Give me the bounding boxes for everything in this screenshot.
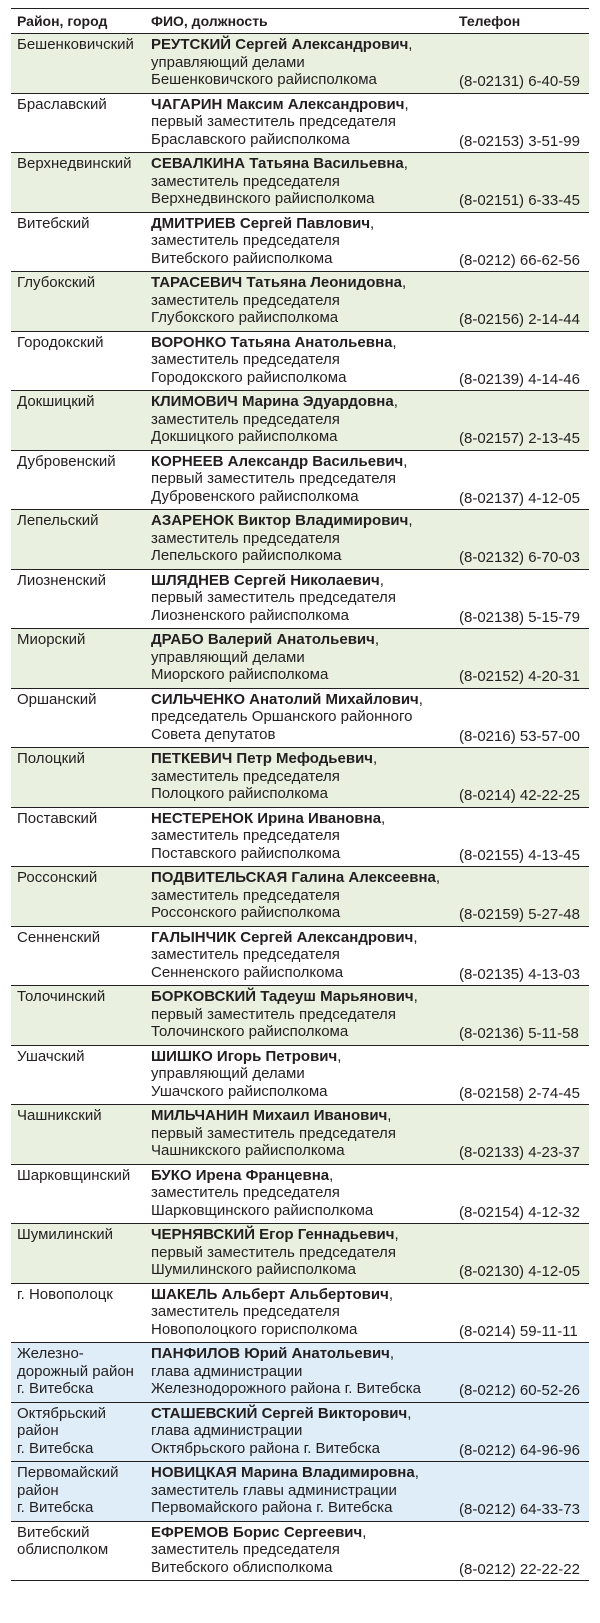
person-given-names: Борис Сергеевич (228, 1523, 363, 1541)
name-comma: , (403, 452, 408, 470)
person-given-names: Татьяна Васильевна (245, 155, 404, 172)
person-surname: ШЛЯДНЕВ (151, 571, 230, 589)
phone-cell: (8-02151) 6-33-45 (459, 192, 580, 209)
phone-cell: (8-0212) 66-62-56 (459, 251, 580, 269)
person-cell (151, 36, 456, 89)
district-cell: Сенненский (17, 928, 101, 946)
person-position: заместитель председателя Глубокского райисполкома (151, 291, 340, 326)
person-cell (151, 988, 456, 1041)
district-cell: Витебский облисполком (17, 1523, 109, 1558)
person-position: глава администрации Железнодорожного района г. Витебска (151, 1362, 421, 1397)
person-given-names: Татьяна Леонидовна (242, 274, 402, 291)
phone-cell: (8-02159) 5-27-48 (459, 906, 580, 923)
table-row (11, 1224, 589, 1284)
district-cell: Лепельский (17, 512, 99, 529)
person-given-names: Тадеуш Марьянович (256, 988, 414, 1005)
person-cell (151, 1226, 456, 1279)
name-comma: , (403, 155, 408, 172)
name-comma: , (408, 36, 413, 53)
person-position: заместитель председателя Городокского райисполкома (151, 351, 347, 386)
table-row (11, 153, 589, 213)
table-row (11, 1343, 589, 1403)
person-surname: ПОДВИТЕЛЬСКАЯ (151, 869, 288, 886)
person-surname: ШАКЕЛЬ (151, 1285, 218, 1303)
table-row (11, 1105, 589, 1165)
person-given-names: Татьяна Анатольевна (226, 333, 393, 351)
district-cell: Оршанский (17, 690, 97, 708)
person-cell (151, 750, 456, 803)
phone-cell: (8-0214) 42-22-25 (459, 787, 580, 804)
person-cell (151, 1048, 456, 1101)
person-cell (151, 631, 456, 684)
phone-cell: (8-0212) 22-22-22 (459, 1560, 580, 1578)
person-cell (151, 1405, 456, 1458)
table-row (11, 1046, 589, 1106)
district-cell: Поставский (17, 809, 98, 827)
person-given-names: Ирена Францевна (191, 1166, 330, 1184)
name-comma: , (413, 928, 418, 946)
district-cell: Россонский (17, 869, 98, 886)
phone-cell: (8-02136) 5-11-58 (459, 1025, 579, 1042)
phone-cell: (8-02133) 4-23-37 (459, 1144, 580, 1161)
person-given-names: Михаил Иванович (248, 1107, 388, 1124)
name-comma: , (379, 571, 384, 589)
person-surname: СЕВАЛКИНА (151, 155, 246, 172)
phone-cell: (8-02158) 2-74-45 (459, 1084, 580, 1102)
phone-cell: (8-02154) 4-12-32 (459, 1203, 580, 1221)
district-cell: Докшицкий (17, 393, 95, 410)
name-comma: , (393, 393, 398, 410)
person-position: заместитель председателя Верхнедвинского райисполкома (151, 172, 375, 207)
table-row (11, 570, 589, 630)
person-surname: БОРКОВСКИЙ (151, 988, 257, 1005)
person-position: первый заместитель председателя Дубровенского райисполкома (151, 470, 396, 505)
table-row (11, 1284, 589, 1344)
person-surname: ДРАБО (151, 631, 204, 648)
person-position: первый заместитель председателя Чашникского райисполкома (151, 1124, 396, 1159)
person-cell (151, 1524, 456, 1577)
table-row (11, 808, 589, 868)
table-row (11, 927, 589, 987)
person-cell (151, 1167, 456, 1220)
person-surname: ПЕТКЕВИЧ (151, 750, 233, 767)
district-cell: Глубокский (17, 274, 96, 291)
name-comma: , (414, 1464, 419, 1481)
district-cell: г. Новополоцк (17, 1285, 113, 1303)
table-row (11, 1462, 589, 1522)
person-surname: ЧЕРНЯВСКИЙ (151, 1226, 255, 1243)
name-comma: , (374, 631, 380, 648)
name-comma: , (402, 274, 407, 291)
person-cell (151, 96, 456, 149)
name-comma: , (407, 1404, 412, 1422)
person-cell (151, 215, 456, 268)
person-given-names: Сергей Павлович (235, 214, 371, 232)
person-given-names: Анатолий Михайлович (245, 690, 419, 708)
name-comma: , (418, 690, 423, 708)
person-surname: ВОРОНКО (151, 333, 227, 351)
name-comma: , (404, 95, 409, 113)
person-position: заместитель председателя Докшицкого райисполкома (151, 410, 340, 445)
district-cell: Железно- дорожный район г. Витебска (17, 1345, 134, 1397)
person-position: первый заместитель председателя Лиозненского райисполкома (151, 589, 396, 624)
table-row (11, 213, 589, 273)
person-position: управляющий делами Ушачского райисполкома (151, 1065, 328, 1100)
phone-cell: (8-0212) 60-52-26 (459, 1382, 580, 1399)
person-surname: СИЛЬЧЕНКО (151, 690, 245, 708)
district-cell: Октябрьский район г. Витебска (17, 1404, 106, 1457)
name-comma: , (408, 512, 413, 529)
district-cell: Лиозненский (17, 571, 107, 589)
phone-cell: (8-02156) 2-14-44 (459, 311, 580, 328)
district-cell: Первомайский район г. Витебска (17, 1464, 119, 1516)
phone-cell: (8-0216) 53-57-00 (459, 727, 580, 745)
table-row (11, 34, 589, 94)
person-position: первый заместитель председателя Толочинского райисполкома (151, 1005, 396, 1040)
table-row (11, 629, 589, 689)
name-comma: , (392, 333, 397, 351)
person-position: заместитель председателя Шарковщинского райисполкома (151, 1184, 374, 1219)
table-body (11, 34, 589, 1581)
name-comma: , (373, 750, 378, 767)
name-comma: , (370, 214, 375, 232)
person-given-names: Ирина Ивановна (253, 809, 382, 827)
person-cell (151, 691, 456, 744)
person-given-names: Галина Алексеевна (287, 869, 436, 886)
person-surname: ЕФРЕМОВ (151, 1523, 229, 1541)
name-comma: , (435, 869, 441, 886)
table-row (11, 1522, 589, 1582)
phone-cell: (8-02132) 6-70-03 (459, 549, 580, 566)
table-row (11, 748, 589, 808)
header-person: ФИО, должность (151, 13, 268, 29)
person-surname: ДМИТРИЕВ (151, 214, 236, 232)
person-position: заместитель председателя Новополоцкого горисполкома (151, 1303, 358, 1338)
person-surname: НОВИЦКАЯ (151, 1464, 237, 1481)
person-given-names: Егор Геннадьевич (254, 1226, 395, 1243)
table-row (11, 391, 589, 451)
person-surname: АЗАРЕНОК (151, 512, 234, 529)
table-row (11, 867, 589, 927)
phone-cell: (8-02135) 4-13-03 (459, 965, 580, 983)
person-cell (151, 334, 456, 387)
person-position: заместитель председателя Полоцкого райисполкома (151, 767, 340, 802)
district-cell: Браславский (17, 95, 107, 113)
person-surname: КОРНЕЕВ (151, 452, 224, 470)
district-cell: Витебский (17, 214, 90, 232)
person-position: заместитель председателя Сенненского райисполкома (151, 946, 344, 981)
table-row (11, 1403, 589, 1463)
person-cell (151, 393, 456, 446)
person-surname: ЧАГАРИН (151, 95, 223, 113)
person-position: первый заместитель председателя Браславского райисполкома (151, 113, 396, 148)
table-row (11, 689, 589, 749)
person-position: заместитель председателя Лепельского райисполкома (151, 529, 342, 564)
phone-cell: (8-02131) 6-40-59 (459, 73, 580, 90)
phone-cell: (8-02130) 4-12-05 (459, 1263, 580, 1280)
person-surname: РЕУТСКИЙ (151, 36, 232, 53)
name-comma: , (362, 1523, 367, 1541)
header-phone: Телефон (459, 13, 521, 29)
person-given-names: Виктор Владимирович (233, 512, 409, 529)
district-cell: Чашникский (17, 1107, 102, 1124)
person-surname: МИЛЬЧАНИН (151, 1107, 249, 1124)
table-row (11, 272, 589, 332)
district-cell: Городокский (17, 333, 104, 351)
phone-cell: (8-02138) 5-15-79 (459, 608, 580, 626)
person-position: заместитель председателя Россонского райисполкома (151, 886, 341, 921)
person-surname: БУКО (151, 1166, 192, 1184)
table-row (11, 94, 589, 154)
phone-cell: (8-0214) 59-11-11 (459, 1322, 578, 1340)
person-position: председатель Оршанского районного Совета депутатов (151, 708, 413, 743)
person-position: заместитель председателя Поставского райисполкома (151, 827, 341, 862)
person-surname: ГАЛЫНЧИК (151, 928, 237, 946)
person-cell (151, 1107, 456, 1160)
person-cell (151, 512, 456, 565)
table-row (11, 510, 589, 570)
name-comma: , (387, 1107, 392, 1124)
person-surname: КЛИМОВИЧ (151, 393, 238, 410)
name-comma: , (388, 1285, 393, 1303)
person-given-names: Сергей Николаевич (229, 571, 380, 589)
person-position: управляющий делами Миорского райисполкома (151, 648, 329, 683)
person-cell (151, 929, 456, 982)
person-given-names: Марина Эдуардовна (237, 393, 394, 410)
name-comma: , (413, 988, 418, 1005)
district-cell: Дубровенский (17, 452, 116, 470)
district-cell: Полоцкий (17, 750, 85, 767)
district-cell: Бешенковичский (17, 36, 134, 53)
name-comma: , (389, 1345, 395, 1362)
person-cell (151, 810, 456, 863)
person-cell (151, 453, 456, 506)
phone-cell: (8-02155) 4-13-45 (459, 846, 580, 864)
table-row (11, 332, 589, 392)
table-row (11, 1165, 589, 1225)
phone-cell: (8-0212) 64-96-96 (459, 1441, 580, 1459)
person-given-names: Валерий Анатольевич (203, 631, 375, 648)
person-given-names: Александр Васильевич (223, 452, 404, 470)
district-cell: Верхнедвинский (17, 155, 132, 172)
person-given-names: Альберт Альбертович (217, 1285, 389, 1303)
person-given-names: Петр Мефодьевич (232, 750, 374, 767)
person-given-names: Сергей Александрович (231, 36, 409, 53)
person-surname: ТАРАСЕВИЧ (151, 274, 243, 291)
person-position: первый заместитель председателя Шумилинского райисполкома (151, 1243, 396, 1278)
name-comma: , (394, 1226, 399, 1243)
person-given-names: Сергей Александрович (236, 928, 414, 946)
person-surname: ПАНФИЛОВ (151, 1345, 241, 1362)
person-position: заместитель председателя Витебского райисполкома (151, 232, 340, 267)
phone-cell: (8-02137) 4-12-05 (459, 489, 580, 507)
person-given-names: Игорь Петрович (212, 1047, 338, 1065)
name-comma: , (381, 809, 386, 827)
contacts-table (11, 8, 589, 1581)
person-position: заместитель председателя Витебского облисполкома (151, 1541, 340, 1576)
table-row (11, 986, 589, 1046)
person-position: управляющий делами Бешенковичского райисполкома (151, 53, 377, 88)
person-cell (151, 155, 456, 208)
phone-cell: (8-02153) 3-51-99 (459, 132, 580, 150)
district-cell: Шарковщинский (17, 1166, 131, 1184)
person-surname: СТАШЕВСКИЙ (151, 1404, 258, 1422)
district-cell: Ушачский (17, 1047, 85, 1065)
table-header (11, 8, 589, 34)
person-surname: НЕСТЕРЕНОК (151, 809, 254, 827)
person-cell (151, 1464, 456, 1517)
person-cell (151, 1345, 456, 1398)
district-cell: Толочинский (17, 988, 106, 1005)
district-cell: Миорский (17, 631, 86, 648)
person-position: заместитель главы администрации Первомайского района г. Витебска (151, 1481, 397, 1516)
phone-cell: (8-02152) 4-20-31 (459, 668, 580, 685)
person-cell (151, 1286, 456, 1339)
person-position: глава администрации Октябрьского района г. Витебска (151, 1422, 380, 1457)
district-cell: Шумилинский (17, 1226, 114, 1243)
phone-cell: (8-0212) 64-33-73 (459, 1501, 580, 1518)
person-given-names: Максим Александрович (222, 95, 405, 113)
phone-cell: (8-02139) 4-14-46 (459, 370, 580, 388)
phone-cell: (8-02157) 2-13-45 (459, 430, 580, 447)
person-given-names: Юрий Анатольевич (240, 1345, 390, 1362)
person-given-names: Сергей Викторович (257, 1404, 408, 1422)
name-comma: , (329, 1166, 334, 1184)
person-cell (151, 572, 456, 625)
person-given-names: Марина Владимировна (236, 1464, 415, 1481)
person-cell (151, 869, 456, 922)
name-comma: , (337, 1047, 342, 1065)
header-district: Район, город (17, 13, 108, 29)
person-surname: ШИШКО (151, 1047, 213, 1065)
person-cell (151, 274, 456, 327)
table-row (11, 451, 589, 511)
